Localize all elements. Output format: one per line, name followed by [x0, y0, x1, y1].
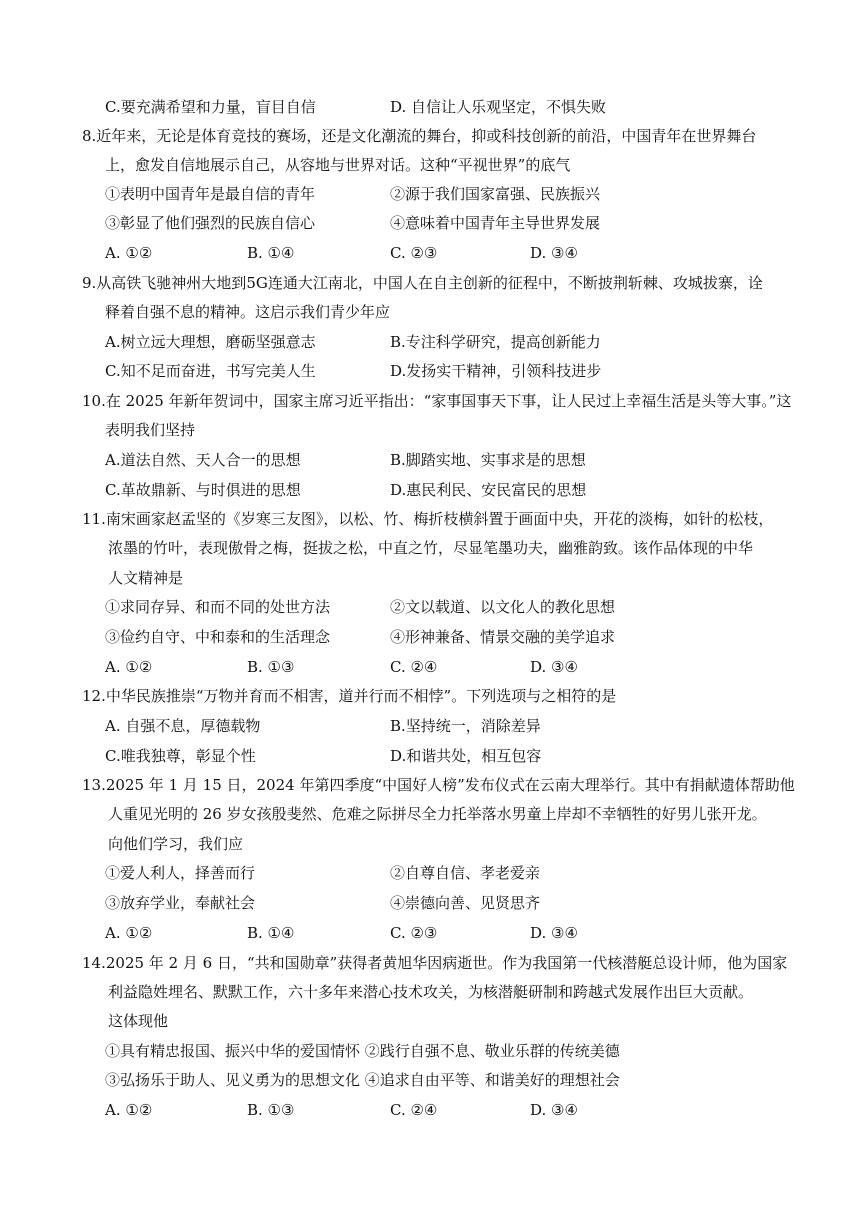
q11-option-d: D. ③④: [530, 658, 578, 676]
q12-option-b: B.坚持统一，消除差异: [390, 717, 541, 735]
q13-statement-1: ①爱人利人，择善而行: [105, 864, 256, 882]
q8-option-d: D. ③④: [530, 244, 578, 262]
q8-stem-line1: 8.近年来，无论是体育竞技的赛场，还是文化潮流的舞台，抑或科技创新的前沿，中国青年在世界舞台: [82, 127, 757, 145]
q9-option-a: A.树立远大理想，磨砺坚强意志: [105, 333, 316, 351]
q10-stem-line1: 10.在 2025 年新年贺词中，国家主席习近平指出：“家事国事天下事，让人民过上幸福生活是头等大事。”这: [82, 392, 792, 410]
q11-stem-line3: 人文精神是: [108, 569, 184, 587]
q8-statement-1: ①表明中国青年是最自信的青年: [105, 185, 316, 203]
q11-stem-line2: 浓墨的竹叶，表现傲骨之梅，挺拔之松，中直之竹，尽显笔墨功夫，幽雅韵致。该作品体现的中华: [108, 539, 754, 557]
q13-option-b: B. ①④: [247, 924, 295, 942]
q8-option-b: B. ①④: [247, 244, 295, 262]
q10-option-a: A.道法自然、天人合一的思想: [105, 451, 301, 469]
q10-stem-line2: 表明我们坚持: [105, 421, 196, 439]
q14-stem-line2: 利益隐姓埋名、默默工作，六十多年来潜心技术攻关，为核潜艇研制和跨越式发展作出巨大贡献。: [108, 983, 754, 1001]
q13-stem-line2: 人重见光明的 26 岁女孩殷斐然、危难之际拼尽全力托举落水男童上岸却不幸牺牲的好男儿张开龙。: [108, 805, 767, 823]
q12-option-c: C.唯我独尊，彰显个性: [105, 747, 256, 765]
q10-option-b: B.脚踏实地、实事求是的思想: [390, 451, 586, 469]
q8-statement-3: ③彰显了他们强烈的民族自信心: [105, 214, 316, 232]
q11-statement-3: ③俭约自守、中和泰和的生活理念: [105, 628, 331, 646]
q11-statement-1: ①求同存异、和而不同的处世方法: [105, 598, 331, 616]
q8-statement-4: ④意味着中国青年主导世界发展: [390, 214, 601, 232]
q9-stem-line2: 释着自强不息的精神。这启示我们青少年应: [105, 303, 391, 321]
q14-statements-1-2: ①具有精忠报国、振兴中华的爱国情怀 ②践行自强不息、敬业乐群的传统美德: [105, 1042, 620, 1060]
q14-stem-line1: 14.2025 年 2 月 6 日，“共和国勋章”获得者黄旭华因病逝世。作为我国第一代核潜艇总设计师，他为国家: [82, 954, 788, 972]
q14-option-a: A. ①②: [105, 1101, 153, 1119]
q14-statements-3-4: ③弘扬乐于助人、见义勇为的思想文化 ④追求自由平等、和谐美好的理想社会: [105, 1071, 620, 1089]
q13-statement-4: ④崇德向善、见贤思齐: [390, 894, 541, 912]
q9-option-b: B.专注科学研究，提高创新能力: [390, 333, 601, 351]
q10-option-c: C.革故鼎新、与时俱进的思想: [105, 481, 301, 499]
q9-stem-line1: 9.从高铁飞驰神州大地到5G连通大江南北，中国人在自主创新的征程中，不断披荆斩棘、攻城拔寨，诠: [82, 274, 763, 292]
q11-statement-2: ②文以载道、以文化人的教化思想: [390, 598, 616, 616]
q8-option-a: A. ①②: [105, 244, 153, 262]
q14-option-d: D. ③④: [530, 1101, 578, 1119]
q13-statement-2: ②自尊自信、孝老爱亲: [390, 864, 541, 882]
q14-option-c: C. ②④: [390, 1101, 438, 1119]
q12-option-a: A. 自强不息，厚德载物: [105, 717, 261, 735]
q9-option-d: D.发扬实干精神，引领科技进步: [390, 362, 602, 380]
q8-option-c: C. ②③: [390, 244, 438, 262]
q14-stem-line3: 这体现他: [108, 1012, 169, 1030]
q7-option-c: C.要充满希望和力量，盲目自信: [105, 98, 316, 116]
q13-option-d: D. ③④: [530, 924, 578, 942]
q12-option-d: D.和谐共处，相互包容: [390, 747, 542, 765]
q7-option-d: D. 自信让人乐观坚定，不惧失败: [390, 98, 607, 116]
q11-option-b: B. ①③: [247, 658, 295, 676]
q9-option-c: C.知不足而奋进，书写完美人生: [105, 362, 316, 380]
q10-option-d: D.惠民利民、安民富民的思想: [390, 481, 587, 499]
q11-stem-line1: 11.南宋画家赵孟坚的《岁寒三友图》，以松、竹、梅折枝横斜置于画面中央，开花的淡梅，如针的松枝，: [82, 510, 774, 528]
q13-option-c: C. ②③: [390, 924, 438, 942]
q13-option-a: A. ①②: [105, 924, 153, 942]
q13-statement-3: ③放弃学业，奉献社会: [105, 894, 256, 912]
q8-statement-2: ②源于我们国家富强、民族振兴: [390, 185, 601, 203]
q11-option-a: A. ①②: [105, 658, 153, 676]
q14-option-b: B. ①③: [247, 1101, 295, 1119]
q13-stem-line3: 向他们学习，我们应: [108, 835, 244, 853]
q8-stem-line2: 上，愈发自信地展示自己，从容地与世界对话。这种“平视世界”的底气: [105, 156, 571, 174]
q13-stem-line1: 13.2025 年 1 月 15 日，2024 年第四季度“中国好人榜”发布仪式在云南大理举行。其中有捐献遗体帮助他: [82, 776, 795, 794]
q12-stem-line1: 12.中华民族推崇“万物并育而不相害，道并行而不相悖”。下列选项与之相符的是: [82, 687, 617, 705]
q11-statement-4: ④形神兼备、情景交融的美学追求: [390, 628, 616, 646]
q11-option-c: C. ②④: [390, 658, 438, 676]
